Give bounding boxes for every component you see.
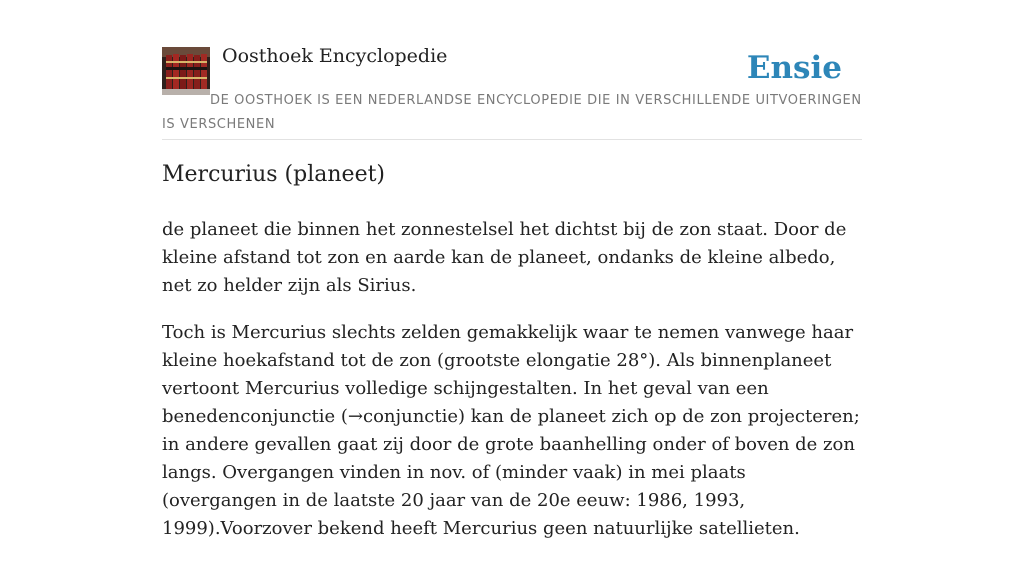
site-header [162, 0, 862, 140]
article-body [162, 216, 862, 562]
article-paragraph: Toch is Mercurius slechts zelden gemakkelijk waar te nemen vanwege haar kleine hoekafstand tot de zon (grootste elongatie 28°). Als binnenplaneet vertoont Mercurius volledige schijngestalten. In het geval van een benedenconjunctie (→conjunctie) kan de planeet zich op de zon projecteren; in andere gevallen gaat zij door de grote baanhelling onder of boven de zon langs. Overgangen vinden in nov. of (minder vaak) in mei plaats (overgangen in de laatste 20 jaar van de 20e eeuw: 1986, 1993, 1999).Voorzover bekend heeft Mercurius geen natuurlijke satellieten. [162, 322, 860, 539]
brand-logo[interactable]: Ensie [746, 50, 842, 86]
site-tagline: DE OOSTHOEK IS EEN NEDERLANDSE ENCYCLOPEDIE DIE IN VERSCHILLENDE UITVOERINGEN IS VERSCHENEN [162, 93, 862, 132]
article-paragraph: de planeet die binnen het zonnestelsel het dichtst bij de zon staat. Door de kleine afstand tot zon en aarde kan de planeet, ondanks de kleine albedo, net zo helder zijn als Sirius. [162, 219, 847, 296]
page-container [162, 0, 862, 539]
avatar[interactable] [162, 47, 210, 95]
article-title: Mercurius (planeet) [162, 162, 386, 187]
site-title[interactable]: Oosthoek Encyclopedie [222, 45, 448, 67]
encyclopedia-books-icon [162, 47, 210, 95]
